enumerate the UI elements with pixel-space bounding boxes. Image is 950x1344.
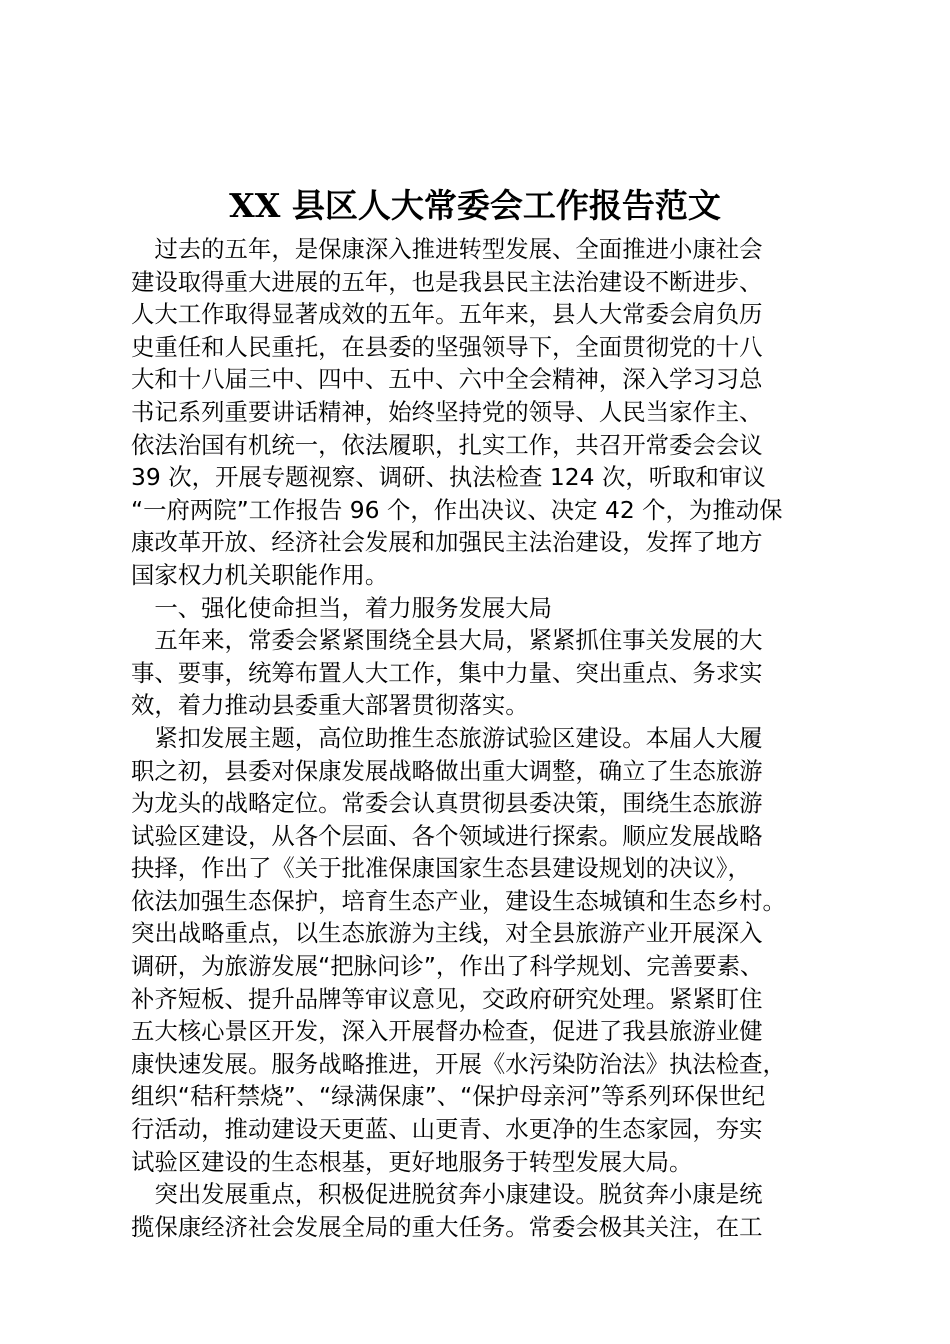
document-title: XX 县区人大常委会工作报告范文 [229, 186, 721, 225]
body-line: 依法加强生态保护，培育生态产业，建设生态城镇和生态乡村。 [131, 886, 786, 915]
body-line: 调研，为旅游发展“把脉问诊”，作出了科学规划、完善要素、 [131, 952, 764, 981]
body-line: “一府两院”工作报告 96 个，作出决议、决定 42 个，为推动保 [131, 495, 783, 524]
body-line: 抉择，作出了《关于批准保康国家生态县建设规划的决议》， [131, 854, 751, 883]
section-heading: 一、强化使命担当，着力服务发展大局 [131, 593, 553, 622]
body-line: 效，着力推动县委重大部署贯彻落实。 [131, 691, 529, 720]
body-line: 康快速发展。服务战略推进，开展《水污染防治法》执法检查， [131, 1049, 786, 1078]
body-line: 为龙头的战略定位。常委会认真贯彻县委决策，围绕生态旅游 [131, 789, 763, 818]
body-line: 试验区建设的生态根基，更好地服务于转型发展大局。 [131, 1147, 693, 1176]
body-line: 康改革开放、经济社会发展和加强民主法治建设，发挥了地方 [131, 528, 763, 557]
body-line: 突出发展重点，积极促进脱贫奔小康建设。脱贫奔小康是统 [131, 1180, 763, 1209]
body-line: 依法治国有机统一，依法履职，扎实工作，共召开常委会会议 [131, 430, 763, 459]
body-line: 过去的五年，是保康深入推进转型发展、全面推进小康社会 [131, 235, 763, 263]
body-line: 紧扣发展主题，高位助推生态旅游试验区建设。本届人大履 [131, 723, 763, 752]
body-line: 大和十八届三中、四中、五中、六中全会精神，深入学习习总 [131, 365, 763, 394]
body-line: 五大核心景区开发，深入开展督办检查，促进了我县旅游业健 [131, 1017, 763, 1046]
body-line: 行活动，推动建设天更蓝、山更青、水更净的生态家园，夯实 [131, 1115, 763, 1144]
body-line: 国家权力机关职能作用。 [131, 560, 389, 589]
body-line: 事、要事，统筹布置人大工作，集中力量、突出重点、务求实 [131, 658, 763, 687]
body-line: 突出战略重点，以生态旅游为主线，对全县旅游产业开展深入 [131, 919, 763, 948]
body-line: 组织“秸秆禁烧”、“绿满保康”、“保护母亲河”等系列环保世纪 [131, 1082, 766, 1111]
body-line: 人大工作取得显著成效的五年。五年来，县人大常委会肩负历 [131, 300, 763, 329]
body-line: 五年来，常委会紧紧围绕全县大局，紧紧抓住事关发展的大 [131, 626, 763, 655]
body-line: 书记系列重要讲话精神，始终坚持党的领导、人民当家作主、 [131, 397, 763, 426]
body-line: 39 次，开展专题视察、调研、执法检查 124 次，听取和审议 [131, 463, 766, 492]
body-line: 史重任和人民重托，在县委的坚强领导下，全面贯彻党的十八 [131, 332, 763, 361]
body-line: 揽保康经济社会发展全局的重大任务。常委会极其关注，在工 [131, 1212, 763, 1241]
body-line: 职之初，县委对保康发展战略做出重大调整，确立了生态旅游 [131, 756, 763, 785]
body-line: 建设取得重大进展的五年，也是我县民主法治建设不断进步、 [131, 267, 763, 296]
document-body [131, 233, 836, 1243]
body-line: 试验区建设，从各个层面、各个领域进行探索。顺应发展战略 [131, 821, 763, 850]
body-line: 补齐短板、提升品牌等审议意见，交政府研究处理。紧紧盯住 [131, 984, 763, 1013]
